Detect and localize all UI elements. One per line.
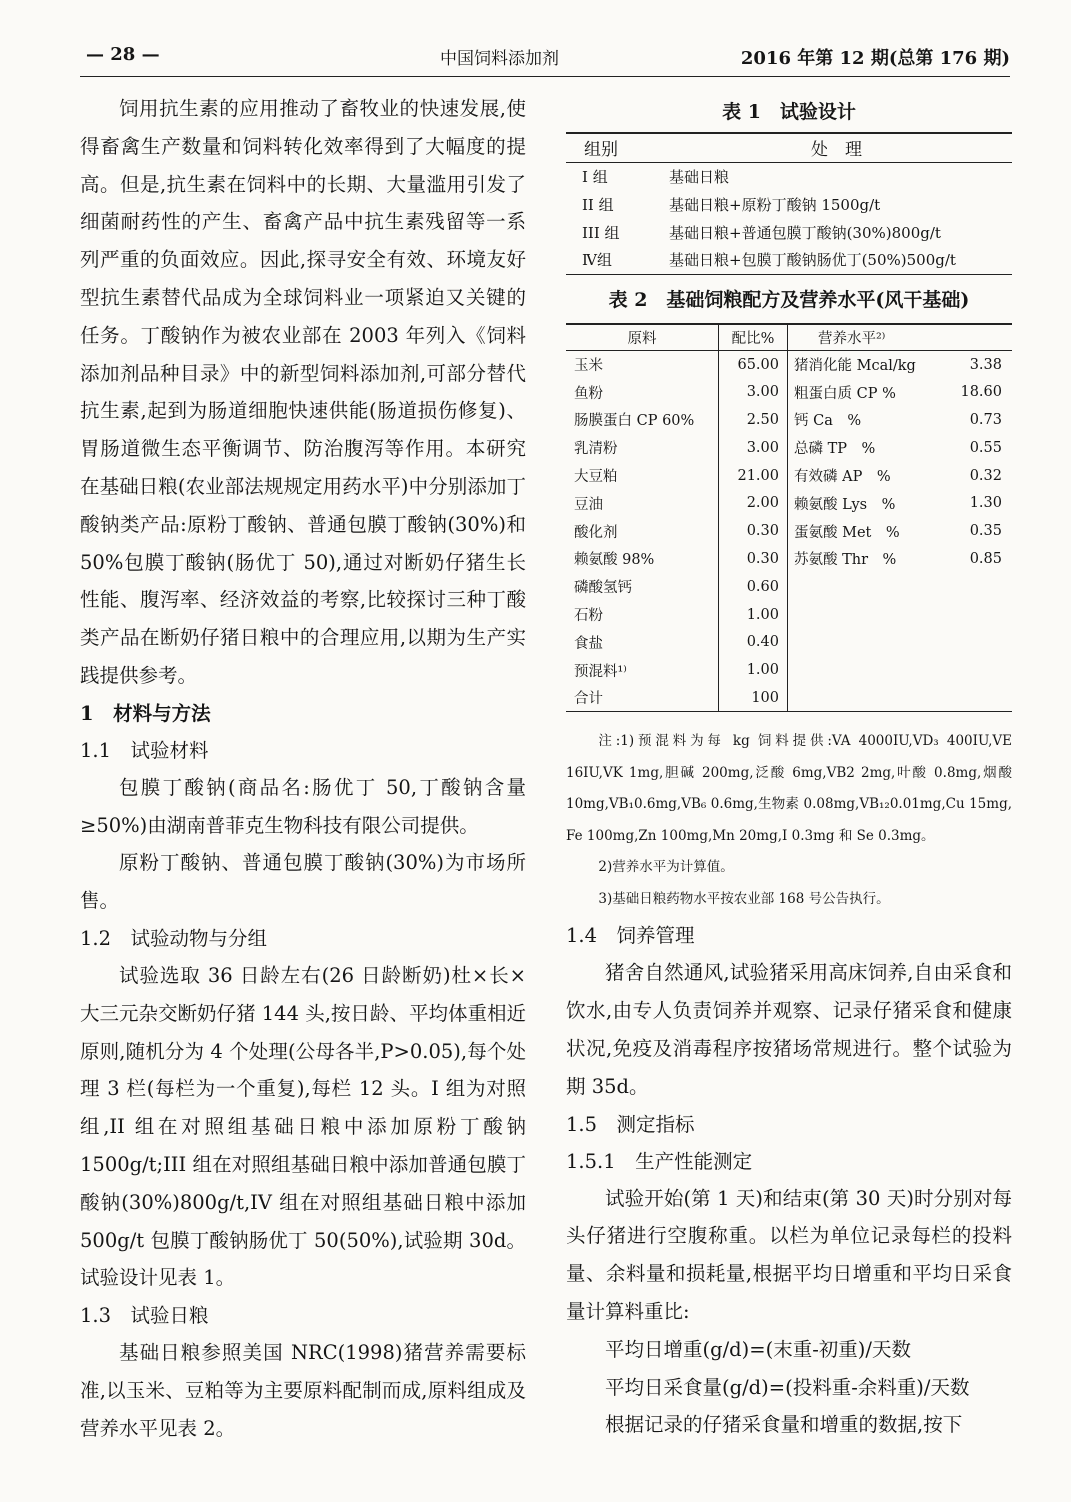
measurement-paragraph: 试验开始(第 1 天)和结束(第 30 天)时分别对每头仔猪进行空腹称重。以栏为单位记录每栏的投料量、余料量和损耗量,根据平均日增重和平均日采食量计算料重比: bbox=[566, 1186, 1012, 1323]
table1-treatment-cell: 基础日粮+普通包膜丁酸钠(30%)800g/t bbox=[669, 223, 941, 242]
table2-empty-cell bbox=[788, 628, 948, 656]
table2-ingredient-cell: 石粉 bbox=[566, 601, 719, 629]
formula-adg: 平均日增重(g/d)=(末重-初重)/天数 bbox=[605, 1337, 911, 1361]
table1 bbox=[566, 132, 1012, 275]
table2-nutrient-value-cell: 0.73 bbox=[969, 411, 1002, 428]
table1-treatment-cell: 基础日粮+包膜丁酸钠肠优丁(50%)500g/t bbox=[669, 251, 956, 270]
table2-nutrient-cell: 粗蛋白质 CP % bbox=[794, 385, 896, 402]
table1-row bbox=[566, 162, 1012, 190]
table1-group-cell: I 组 bbox=[582, 167, 608, 186]
right-column bbox=[566, 92, 1012, 1444]
table2-note-3: 3)基础日粮药物水平按农业部 168 号公告执行。 bbox=[598, 890, 890, 907]
table2-ratio-cell: 100 bbox=[719, 684, 788, 712]
table2-empty-cell bbox=[947, 601, 1012, 629]
section-heading-1-1: 1.1 试验材料 bbox=[80, 738, 209, 762]
table2-ratio-cell: 1.00 bbox=[719, 656, 788, 684]
feeding-paragraph: 猪舍自然通风,试验猪采用高床饲养,自由采食和饮水,由专人负责饲养并观察、记录仔猪采食和健康状况,免疫及消毒程序按猪场常规进行。整个试验为期 35d。 bbox=[566, 961, 1012, 1098]
table2-ratio-cell: 21.00 bbox=[719, 462, 788, 490]
table2-nutrient-cell: 总磷 TP % bbox=[794, 441, 876, 458]
table2-ratio-cell: 0.60 bbox=[719, 573, 788, 601]
table1-row bbox=[566, 218, 1012, 246]
materials-paragraph-1: 包膜丁酸钠(商品名:肠优丁 50,丁酸钠含量≥50%)由湖南普菲克生物科技有限公司提供。 bbox=[80, 775, 526, 837]
table2 bbox=[566, 323, 1012, 713]
table2-nutrient-value-cell: 0.85 bbox=[969, 550, 1002, 567]
table2-ingredient-cell: 肠膜蛋白 CP 60% bbox=[566, 406, 719, 434]
table2-ingredient-cell: 磷酸氢钙 bbox=[566, 573, 719, 601]
animals-paragraph: 试验选取 36 日龄左右(26 日龄断奶)杜×长×大三元杂交断奶仔猪 144 头,按日龄、平均体重相近原则,随机分为 4 个处理(公母各半,P>0.05),每个处理 3 栏(每栏为一个重复),每栏 12 头。I 组为对照组,II 组在对照组基础日粮中添加原粉丁酸钠 1500g/t;III 组在对照组基础日粮中添加普通包膜丁酸钠(30%)800g/t,IV 组在对照组基础日粮中添加 500g/t 包膜丁酸钠肠优丁 50(50%),试验期 30d。试验设计见表 1。 bbox=[80, 963, 526, 1290]
table1-header-group: 组别 bbox=[584, 140, 618, 161]
table2-ratio-cell: 3.00 bbox=[719, 378, 788, 406]
table2-ingredient-cell: 合计 bbox=[566, 684, 719, 712]
table2-nutrient-cell: 钙 Ca % bbox=[794, 413, 862, 430]
table2-row bbox=[566, 573, 1012, 601]
left-column bbox=[80, 90, 526, 1448]
table2-nutrient-cell: 赖氨酸 Lys % bbox=[794, 496, 896, 513]
table2-row bbox=[566, 489, 1012, 517]
table2-note-1: 注:1)预混料为每 kg 饲料提供:VA 4000IU,VD₃ 400IU,VE 16IU,VK 1mg,胆碱 200mg,泛酸 6mg,VB2 2mg,叶酸 0.8mg,烟酸 10mg,VB₁0.6mg,VB₆ 0.6mg,生物素 0.08mg,VB₁₂0.01mg,Cu 15mg, Fe 100mg,Zn 100mg,Mn 20mg,I 0.3mg 和 Se 0.3mg。 bbox=[566, 733, 1012, 844]
section-heading-1-5: 1.5 测定指标 bbox=[566, 1112, 695, 1136]
table2-empty-cell bbox=[788, 684, 948, 712]
section-heading-1-3: 1.3 试验日粮 bbox=[80, 1304, 209, 1328]
table2-header-ratio: 配比% bbox=[719, 324, 788, 351]
table1-group-cell: III 组 bbox=[582, 223, 620, 242]
table1-treatment-cell: 基础日粮 bbox=[669, 167, 730, 186]
section-heading-1-4: 1.4 饲养管理 bbox=[566, 924, 695, 948]
journal-name: 中国饲料添加剂 bbox=[440, 49, 559, 69]
table1-group-cell: Ⅳ组 bbox=[582, 251, 612, 270]
table2-ratio-cell: 2.50 bbox=[719, 406, 788, 434]
table2-ingredient-cell: 食盐 bbox=[566, 628, 719, 656]
table2-ratio-cell: 2.00 bbox=[719, 489, 788, 517]
table2-nutrient-cell: 蛋氨酸 Met % bbox=[794, 524, 900, 541]
running-header bbox=[80, 40, 1010, 77]
table1-row bbox=[566, 246, 1012, 274]
page-number: — 28 — bbox=[86, 44, 160, 65]
section-heading-1-5-1: 1.5.1 生产性能测定 bbox=[566, 1149, 753, 1173]
table2-row bbox=[566, 656, 1012, 684]
table2-row bbox=[566, 684, 1012, 712]
table2-ingredient-cell: 豆油 bbox=[566, 489, 719, 517]
table2-ingredient-cell: 大豆粕 bbox=[566, 462, 719, 490]
table2-nutrient-value-cell: 1.30 bbox=[969, 495, 1002, 512]
table1-treatment-cell: 基础日粮+原粉丁酸钠 1500g/t bbox=[669, 195, 881, 214]
table2-row bbox=[566, 406, 1012, 434]
table2-row bbox=[566, 517, 1012, 545]
table2-ratio-cell: 1.00 bbox=[719, 601, 788, 629]
table2-caption: 表 2 基础饲粮配方及营养水平(风干基础) bbox=[608, 288, 970, 311]
table2-header-nutrient: 营养水平²⁾ bbox=[818, 330, 886, 347]
table2-row bbox=[566, 462, 1012, 490]
table2-row bbox=[566, 601, 1012, 629]
table2-ingredient-cell: 乳清粉 bbox=[566, 434, 719, 462]
table2-header-ingredient: 原料 bbox=[566, 324, 719, 351]
issue-info: 2016 年第 12 期(总第 176 期) bbox=[740, 48, 1010, 69]
table2-empty-cell bbox=[947, 684, 1012, 712]
table2-row bbox=[566, 545, 1012, 573]
table2-row bbox=[566, 378, 1012, 406]
table1-row bbox=[566, 190, 1012, 218]
table2-ratio-cell: 0.30 bbox=[719, 545, 788, 573]
table2-empty-cell bbox=[788, 656, 948, 684]
table2-ingredient-cell: 鱼粉 bbox=[566, 378, 719, 406]
table2-nutrient-cell: 猪消化能 Mcal/kg bbox=[794, 358, 916, 375]
diet-paragraph: 基础日粮参照美国 NRC(1998)猪营养需要标准,以玉米、豆粕等为主要原料配制而成,原料组成及营养水平见表 2。 bbox=[80, 1341, 526, 1440]
table2-nutrient-value-cell: 3.38 bbox=[969, 356, 1002, 373]
table2-empty-cell bbox=[788, 573, 948, 601]
table2-ingredient-cell: 预混料¹⁾ bbox=[566, 656, 719, 684]
materials-paragraph-2: 原粉丁酸钠、普通包膜丁酸钠(30%)为市场所售。 bbox=[80, 851, 526, 913]
formula-adfi: 平均日采食量(g/d)=(投料重-余料重)/天数 bbox=[605, 1375, 970, 1399]
table2-nutrient-cell: 有效磷 AP % bbox=[794, 469, 891, 486]
table2-ingredient-cell: 赖氨酸 98% bbox=[566, 545, 719, 573]
table2-ratio-cell: 0.30 bbox=[719, 517, 788, 545]
section-heading-1-2: 1.2 试验动物与分组 bbox=[80, 926, 268, 950]
table2-note-2: 2)营养水平为计算值。 bbox=[598, 859, 734, 876]
table2-ingredient-cell: 玉米 bbox=[566, 351, 719, 379]
table2-nutrient-value-cell: 18.60 bbox=[960, 384, 1002, 401]
intro-paragraph: 饲用抗生素的应用推动了畜牧业的快速发展,使得畜禽生产数量和饲料转化效率得到了大幅度的提高。但是,抗生素在饲料中的长期、大量滥用引发了细菌耐药性的产生、畜禽产品中抗生素残留等一系列严重的负面效应。因此,探寻安全有效、环境友好型抗生素替代品成为全球饲料业一项紧迫又关键的任务。丁酸钠作为被农业部在 2003 年列入《饲料添加剂品种目录》中的新型饲料添加剂,可部分替代抗生素,起到为肠道细胞快速供能(肠道损伤修复)、胃肠道微生态平衡调节、防治腹泻等作用。本研究在基础日粮(农业部法规规定用药水平)中分别添加丁酸钠类产品:原粉丁酸钠、普通包膜丁酸钠(30%)和 50%包膜丁酸钠(肠优丁 50),通过对断奶仔猪生长性能、腹泻率、经济效益的考察,比较探讨三种丁酸类产品在断奶仔猪日粮中的合理应用,以期为生产实践提供参考。 bbox=[80, 97, 526, 687]
table2-empty-cell bbox=[947, 573, 1012, 601]
table2-ingredient-cell: 酸化剂 bbox=[566, 517, 719, 545]
table1-group-cell: II 组 bbox=[582, 195, 614, 214]
table1-caption: 表 1 试验设计 bbox=[722, 101, 856, 123]
table2-nutrient-value-cell: 0.35 bbox=[969, 523, 1002, 540]
table2-nutrient-cell: 苏氨酸 Thr % bbox=[794, 552, 897, 569]
table2-nutrient-value-cell: 0.32 bbox=[969, 467, 1002, 484]
table2-ratio-cell: 3.00 bbox=[719, 434, 788, 462]
table1-header-treatment: 处 理 bbox=[811, 140, 862, 161]
table2-empty-cell bbox=[788, 601, 948, 629]
table2-empty-cell bbox=[947, 628, 1012, 656]
table2-notes bbox=[566, 726, 1012, 915]
section-heading-1: 1 材料与方法 bbox=[80, 701, 211, 725]
table2-ratio-cell: 0.40 bbox=[719, 628, 788, 656]
final-paragraph: 根据记录的仔猪采食量和增重的数据,按下 bbox=[605, 1413, 963, 1437]
table2-ratio-cell: 65.00 bbox=[719, 351, 788, 379]
table2-nutrient-value-cell: 0.55 bbox=[969, 439, 1002, 456]
table2-row bbox=[566, 351, 1012, 379]
table2-row bbox=[566, 434, 1012, 462]
table2-empty-cell bbox=[947, 656, 1012, 684]
table2-row bbox=[566, 628, 1012, 656]
